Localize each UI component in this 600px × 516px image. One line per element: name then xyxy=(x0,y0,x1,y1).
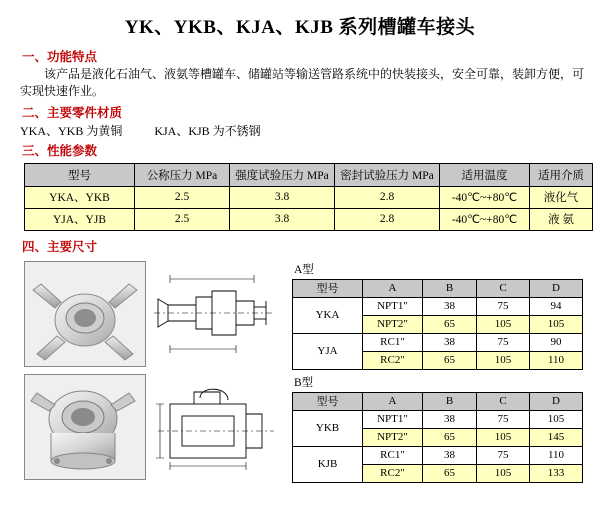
cell-temperature: -40℃~+80℃ xyxy=(440,186,530,208)
cell-c: 75 xyxy=(477,446,530,464)
features-paragraph: 该产品是液化石油气、液氨等槽罐车、储罐站等输送管路系统中的快装接头，安全可靠，装卸方便，可实现快速作业。 xyxy=(20,67,585,99)
photo-a-illustration xyxy=(25,262,145,366)
section-heading-performance: 三、性能参数 xyxy=(22,143,98,158)
table-header-row xyxy=(25,163,593,186)
cell-model: YKA xyxy=(293,297,363,333)
cell-b: 38 xyxy=(423,446,477,464)
cell-medium: 液化气 xyxy=(530,186,593,208)
cell-model: YJA xyxy=(293,333,363,369)
cell-nominal-pressure: 2.5 xyxy=(135,208,230,230)
cell-d: 90 xyxy=(530,333,583,351)
table-row xyxy=(293,446,583,464)
cell-strength-pressure: 3.8 xyxy=(230,186,335,208)
technical-drawing-a xyxy=(150,261,278,365)
cell-c: 105 xyxy=(477,315,530,333)
material-line-brass: YKA、YKB 为黄铜 xyxy=(20,123,123,138)
cell-a: NPT2" xyxy=(363,428,423,446)
cell-medium: 液 氨 xyxy=(530,208,593,230)
dimensions-area xyxy=(10,261,590,483)
technical-drawing-b xyxy=(150,374,278,478)
photo-b-illustration xyxy=(25,375,145,479)
col-header-c: C xyxy=(477,279,530,297)
table-row xyxy=(25,186,593,208)
cell-temperature: -40℃~+80℃ xyxy=(440,208,530,230)
cell-a: NPT2" xyxy=(363,315,423,333)
table-header-row xyxy=(293,392,583,410)
section-heading-material: 二、主要零件材质 xyxy=(22,105,123,120)
cell-d: 110 xyxy=(530,351,583,369)
cell-seal-pressure: 2.8 xyxy=(335,186,440,208)
cell-c: 75 xyxy=(477,333,530,351)
cell-c: 105 xyxy=(477,351,530,369)
cell-d: 145 xyxy=(530,428,583,446)
cell-model: KJB xyxy=(293,446,363,482)
cell-d: 110 xyxy=(530,446,583,464)
col-header-a: A xyxy=(363,279,423,297)
cell-b: 38 xyxy=(423,333,477,351)
cell-model: YKB xyxy=(293,410,363,446)
col-header-d: D xyxy=(530,392,583,410)
col-header-model: 型号 xyxy=(293,392,363,410)
col-header-temperature: 适用温度 xyxy=(440,163,530,186)
col-header-b: B xyxy=(423,279,477,297)
table-header-row xyxy=(293,279,583,297)
table-row xyxy=(25,208,593,230)
col-header-a: A xyxy=(363,392,423,410)
cell-c: 105 xyxy=(477,428,530,446)
dimension-block-b xyxy=(10,374,590,483)
table-row xyxy=(293,410,583,428)
cell-a: NPT1" xyxy=(363,410,423,428)
cell-strength-pressure: 3.8 xyxy=(230,208,335,230)
cell-b: 65 xyxy=(423,351,477,369)
cell-a: RC1" xyxy=(363,333,423,351)
type-label-b: B型 xyxy=(294,376,314,389)
section-heading-dimensions: 四、主要尺寸 xyxy=(22,239,98,254)
dimension-table-b-wrap xyxy=(292,374,590,483)
product-photo-b xyxy=(24,374,146,480)
cell-c: 75 xyxy=(477,410,530,428)
cell-b: 65 xyxy=(423,464,477,482)
table-row xyxy=(293,333,583,351)
col-header-d: D xyxy=(530,279,583,297)
material-line-steel: KJA、KJB 为不锈钢 xyxy=(154,123,261,138)
cell-d: 133 xyxy=(530,464,583,482)
cell-a: RC2" xyxy=(363,351,423,369)
cell-model: YKA、YKB xyxy=(25,186,135,208)
col-header-strength-pressure: 强度试验压力 MPa xyxy=(230,163,335,186)
cell-c: 75 xyxy=(477,297,530,315)
cell-d: 105 xyxy=(530,315,583,333)
col-header-b: B xyxy=(423,392,477,410)
cell-a: RC1" xyxy=(363,446,423,464)
drawing-a-svg xyxy=(150,261,278,365)
cell-d: 105 xyxy=(530,410,583,428)
section-heading-features: 一、功能特点 xyxy=(22,50,98,64)
dimension-table-a-wrap xyxy=(292,261,590,370)
cell-a: RC2" xyxy=(363,464,423,482)
performance-table xyxy=(24,163,593,231)
col-header-medium: 适用介质 xyxy=(530,163,593,186)
cell-b: 65 xyxy=(423,315,477,333)
cell-model: YJA、YJB xyxy=(25,208,135,230)
cell-d: 94 xyxy=(530,297,583,315)
product-photo-a xyxy=(24,261,146,367)
type-label-a: A型 xyxy=(294,263,314,276)
col-header-seal-pressure: 密封试验压力 MPa xyxy=(335,163,440,186)
cell-b: 38 xyxy=(423,297,477,315)
cell-a: NPT1" xyxy=(363,297,423,315)
page-title: YK、YKB、KJA、KJB 系列槽罐车接头 xyxy=(124,17,476,38)
cell-b: 38 xyxy=(423,410,477,428)
dimension-table-b xyxy=(292,392,583,483)
cell-b: 65 xyxy=(423,428,477,446)
col-header-model: 型号 xyxy=(293,279,363,297)
col-header-model: 型号 xyxy=(25,163,135,186)
col-header-c: C xyxy=(477,392,530,410)
col-header-nominal-pressure: 公称压力 MPa xyxy=(135,163,230,186)
cell-c: 105 xyxy=(477,464,530,482)
cell-seal-pressure: 2.8 xyxy=(335,208,440,230)
drawing-b-svg xyxy=(150,374,278,478)
table-row xyxy=(293,297,583,315)
cell-nominal-pressure: 2.5 xyxy=(135,186,230,208)
dimension-table-a xyxy=(292,279,583,370)
dimension-block-a xyxy=(10,261,590,370)
material-lines xyxy=(20,122,590,139)
